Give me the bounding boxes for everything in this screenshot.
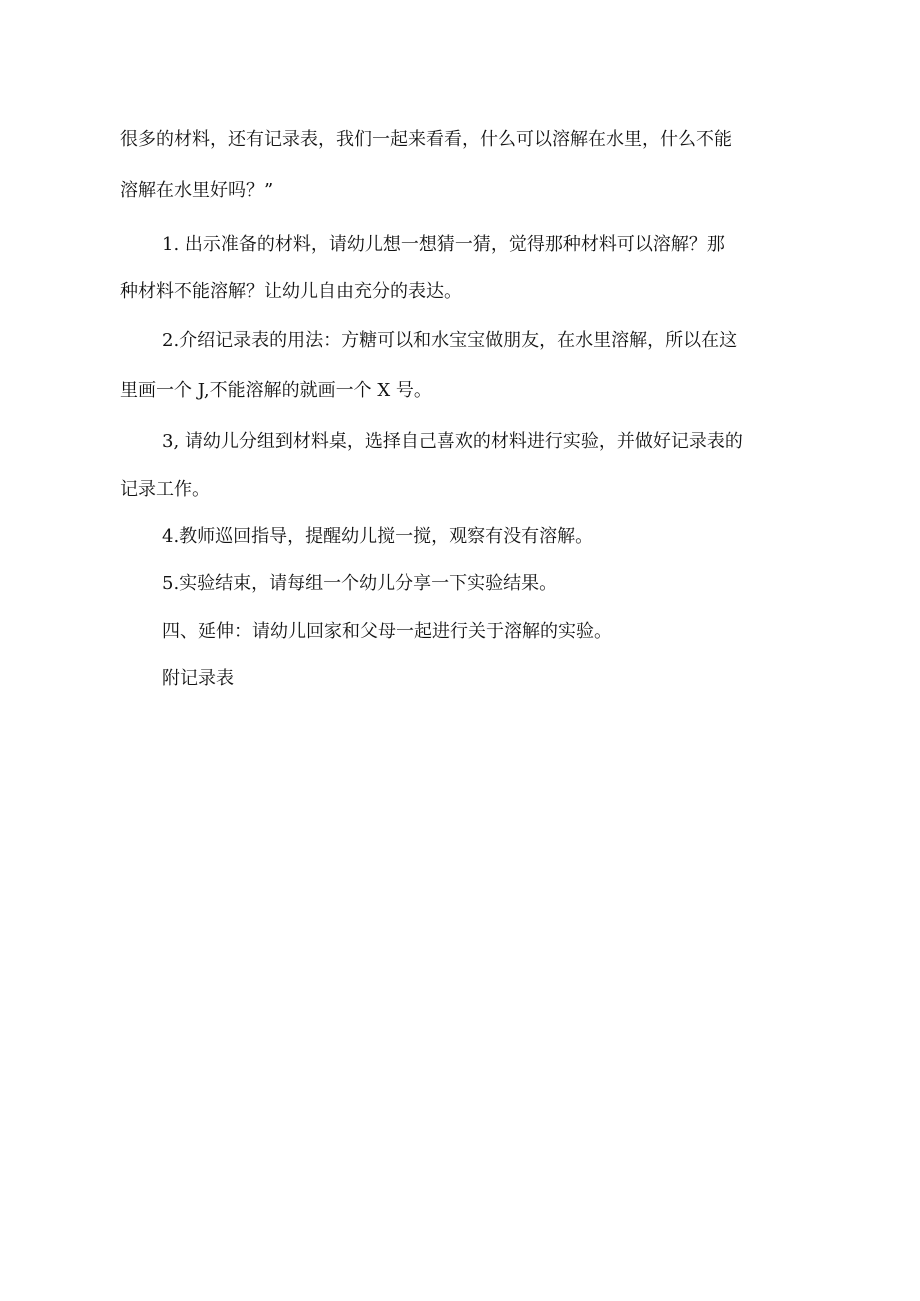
text-line: 3, 请幼儿分组到材料桌，选择自己喜欢的材料进行实验，并做好记录表的 bbox=[162, 431, 743, 452]
text-line: 2.介绍记录表的用法：方糖可以和水宝宝做朋友，在水里溶解，所以在这 bbox=[162, 330, 738, 351]
text-line: 4.教师巡回指导，提醒幼儿搅一搅，观察有没有溶解。 bbox=[162, 526, 594, 547]
text-line: 四、延伸：请幼儿回家和父母一起进行关于溶解的实验。 bbox=[162, 621, 612, 642]
text-line: 溶解在水里好吗？” bbox=[120, 180, 274, 201]
text-line: 里画一个 J,不能溶解的就画一个 X 号。 bbox=[120, 380, 432, 401]
text-line: 很多的材料，还有记录表，我们一起来看看，什么可以溶解在水里，什么不能 bbox=[120, 129, 732, 150]
text-line: 种材料不能溶解？让幼儿自由充分的表达。 bbox=[120, 281, 462, 302]
text-line: 5.实验结束，请每组一个幼儿分享一下实验结果。 bbox=[162, 573, 558, 594]
text-line: 记录工作。 bbox=[120, 479, 210, 500]
text-line: 1. 出示准备的材料，请幼儿想一想猜一猜，觉得那种材料可以溶解？那 bbox=[162, 234, 725, 255]
text-line: 附记录表 bbox=[162, 668, 234, 689]
